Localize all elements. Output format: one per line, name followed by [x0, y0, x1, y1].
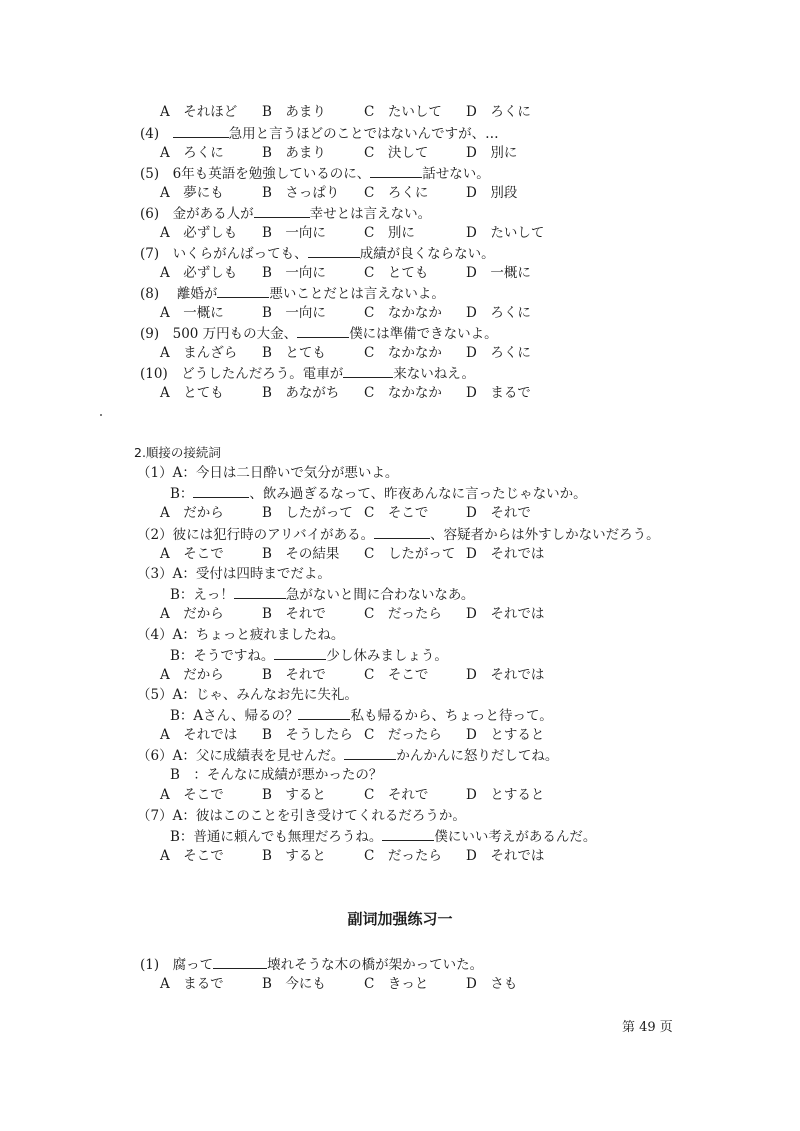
option-b: B すると [262, 787, 326, 803]
question-text: B ：そんなに成績が悪かったの？ [170, 767, 383, 783]
question-text-after: 少し休みましょう。 [326, 648, 448, 664]
question-text-after: 急用と言うほどのことではないんですが、… [228, 126, 499, 142]
option-c: C それで [364, 787, 429, 803]
option-c: C だったら [364, 606, 442, 622]
answer-blank[interactable] [344, 746, 396, 760]
question-text: (10) どうしたんだろう。電車が [140, 366, 344, 382]
question-line [140, 204, 431, 223]
question-text-after: 来ないねえ。 [393, 366, 476, 382]
option-b: B あまり [262, 145, 326, 161]
option-a: A 必ずしも [160, 265, 238, 281]
option-d: D 別に [466, 145, 518, 161]
option-c: C そこで [364, 667, 429, 683]
scan-speck [100, 414, 102, 416]
option-b: B それで [262, 606, 326, 622]
option-a: A まるで [160, 976, 224, 992]
question-text: （2）彼には犯行時のアリバイがある。 [137, 527, 375, 543]
question-line [137, 464, 398, 482]
question-text-after: 悪いことだとは言えないよ。 [269, 286, 445, 302]
question-line [140, 955, 483, 974]
question-line [140, 364, 475, 383]
option-b: B 一向に [262, 225, 326, 241]
option-b: B あながち [262, 385, 340, 401]
question-text-after: 急がないと間に合わないなあ。 [285, 587, 475, 603]
question-text: (8) 離婚が [140, 286, 218, 302]
option-a: A そこで [160, 848, 224, 864]
page-number: 第 49 页 [622, 1020, 673, 1035]
section-heading-conjunctions: 2.順接の接続詞 [134, 445, 221, 460]
question-line [137, 746, 558, 765]
question-text: B：えっ！ [170, 587, 234, 603]
question-line [140, 124, 499, 143]
question-line [137, 686, 358, 704]
option-d: D それで [466, 505, 531, 521]
question-text: (4) [140, 126, 173, 142]
question-text-after: 成績が良くならない。 [359, 246, 495, 262]
option-c: C だったら [364, 848, 442, 864]
question-text: B：Aさん、帰るの？ [170, 708, 299, 724]
answer-blank[interactable] [254, 204, 310, 218]
option-a: A それでは [160, 727, 238, 743]
question-line [140, 324, 498, 343]
option-c: C そこで [364, 505, 429, 521]
answer-blank[interactable] [308, 244, 360, 258]
option-d: D ろくに [466, 104, 531, 120]
answer-blank[interactable] [374, 525, 430, 539]
answer-blank[interactable] [298, 706, 350, 720]
answer-blank[interactable] [370, 164, 422, 178]
question-text-after: 幸せとは言えない。 [309, 206, 432, 222]
option-d: D それでは [466, 667, 545, 683]
answer-blank[interactable] [297, 324, 349, 338]
question-text: B：普通に頼んでも無理だろうね。 [170, 829, 383, 845]
question-line [170, 706, 553, 725]
question-text: B： [170, 486, 194, 502]
answer-blank[interactable] [213, 955, 267, 969]
question-text: (7) いくらがんばっても、 [140, 246, 308, 262]
option-d: D それでは [466, 848, 545, 864]
option-b: B すると [262, 848, 326, 864]
question-line [137, 807, 466, 825]
question-text: (9) 500 万円もの大金、 [140, 326, 298, 342]
option-c: C なかなか [364, 385, 442, 401]
option-a: A まんざら [160, 345, 238, 361]
option-d: D ろくに [466, 305, 531, 321]
option-a: A 夢にも [160, 185, 224, 201]
option-c: C ろくに [364, 185, 429, 201]
question-line [137, 626, 344, 644]
option-a: A 必ずしも [160, 225, 238, 241]
option-b: B とても [262, 345, 326, 361]
answer-blank[interactable] [343, 364, 393, 378]
question-text-after: 私も帰るから、ちょっと待って。 [350, 708, 553, 724]
option-d: D 一概に [466, 265, 531, 281]
question-line [137, 565, 331, 583]
question-text-after: 話せない。 [422, 166, 490, 182]
option-a: A とても [160, 385, 224, 401]
option-a: A だから [160, 667, 224, 683]
option-a: A 一概に [160, 305, 224, 321]
option-d: D とすると [466, 727, 545, 743]
option-d: D さも [466, 976, 518, 992]
question-line [170, 484, 587, 503]
option-b: B 今にも [262, 976, 326, 992]
question-line [170, 585, 474, 604]
question-text: (1) 腐って [140, 957, 214, 973]
question-line [170, 827, 596, 846]
option-c: C なかなか [364, 345, 442, 361]
question-line [137, 525, 660, 544]
option-b: B それで [262, 667, 326, 683]
answer-blank[interactable] [193, 484, 249, 498]
question-line [140, 164, 490, 183]
question-text: (5) 6年も英語を勉強しているのに、 [140, 166, 371, 182]
option-c: C たいして [364, 104, 442, 120]
question-text: （5）A：じゃ、みんなお先に失礼。 [137, 687, 358, 703]
option-c: C 決して [364, 145, 429, 161]
option-d: D ろくに [466, 345, 531, 361]
option-c: C したがって [364, 546, 456, 562]
question-text-after: かんかんに怒りだしてね。 [396, 748, 559, 764]
option-d: D とすると [466, 787, 545, 803]
question-text-after: 壊れそうな木の橋が架かっていた。 [267, 957, 484, 973]
question-text: （3）A：受付は四時までだよ。 [137, 566, 331, 582]
option-c: C とても [364, 265, 429, 281]
question-text: （1）A：今日は二日酔いで気分が悪いよ。 [137, 465, 399, 481]
question-line [170, 646, 448, 665]
question-text: (6) 金がある人が [140, 206, 254, 222]
question-line [140, 244, 495, 263]
option-c: C 別に [364, 225, 415, 241]
option-a: A そこで [160, 787, 224, 803]
question-line [170, 766, 382, 784]
question-line [140, 284, 445, 303]
option-d: D たいして [466, 225, 545, 241]
question-text-after: 僕には準備できないよ。 [349, 326, 498, 342]
option-b: B あまり [262, 104, 326, 120]
option-d: D まるで [466, 385, 531, 401]
question-text-after: 、容疑者からは外すしかないだろう。 [430, 527, 660, 543]
option-b: B さっぱり [262, 185, 340, 201]
question-text: B：そうですね。 [170, 648, 275, 664]
option-c: C きっと [364, 976, 429, 992]
answer-blank[interactable] [382, 827, 434, 841]
option-a: A だから [160, 505, 224, 521]
answer-blank[interactable] [274, 646, 326, 660]
option-c: C なかなか [364, 305, 442, 321]
option-b: B 一向に [262, 305, 326, 321]
question-text-after: 、飲み過ぎるなって、昨夜あんなに言ったじゃないか。 [249, 486, 587, 502]
main-heading: 副词加强练习一 [347, 910, 453, 928]
option-a: A ろくに [160, 145, 224, 161]
option-d: D それでは [466, 546, 545, 562]
question-text: （6）A：父に成績表を見せんだ。 [137, 748, 345, 764]
option-a: A だから [160, 606, 224, 622]
question-text: （4）A：ちょっと疲れましたね。 [137, 627, 345, 643]
option-d: D 別段 [466, 185, 518, 201]
option-a: A それほど [160, 104, 238, 120]
question-text-after: 僕にいい考えがあるんだ。 [434, 829, 597, 845]
option-a: A そこで [160, 546, 224, 562]
answer-blank[interactable] [173, 124, 229, 138]
question-text: （7）A：彼はこのことを引き受けてくれるだろうか。 [137, 808, 466, 824]
option-b: B その結果 [262, 546, 340, 562]
answer-blank[interactable] [217, 284, 269, 298]
option-b: B 一向に [262, 265, 326, 281]
option-d: D それでは [466, 606, 545, 622]
option-c: C だったら [364, 727, 442, 743]
option-b: B そうしたら [262, 727, 353, 743]
answer-blank[interactable] [234, 585, 286, 599]
option-b: B したがって [262, 505, 353, 521]
